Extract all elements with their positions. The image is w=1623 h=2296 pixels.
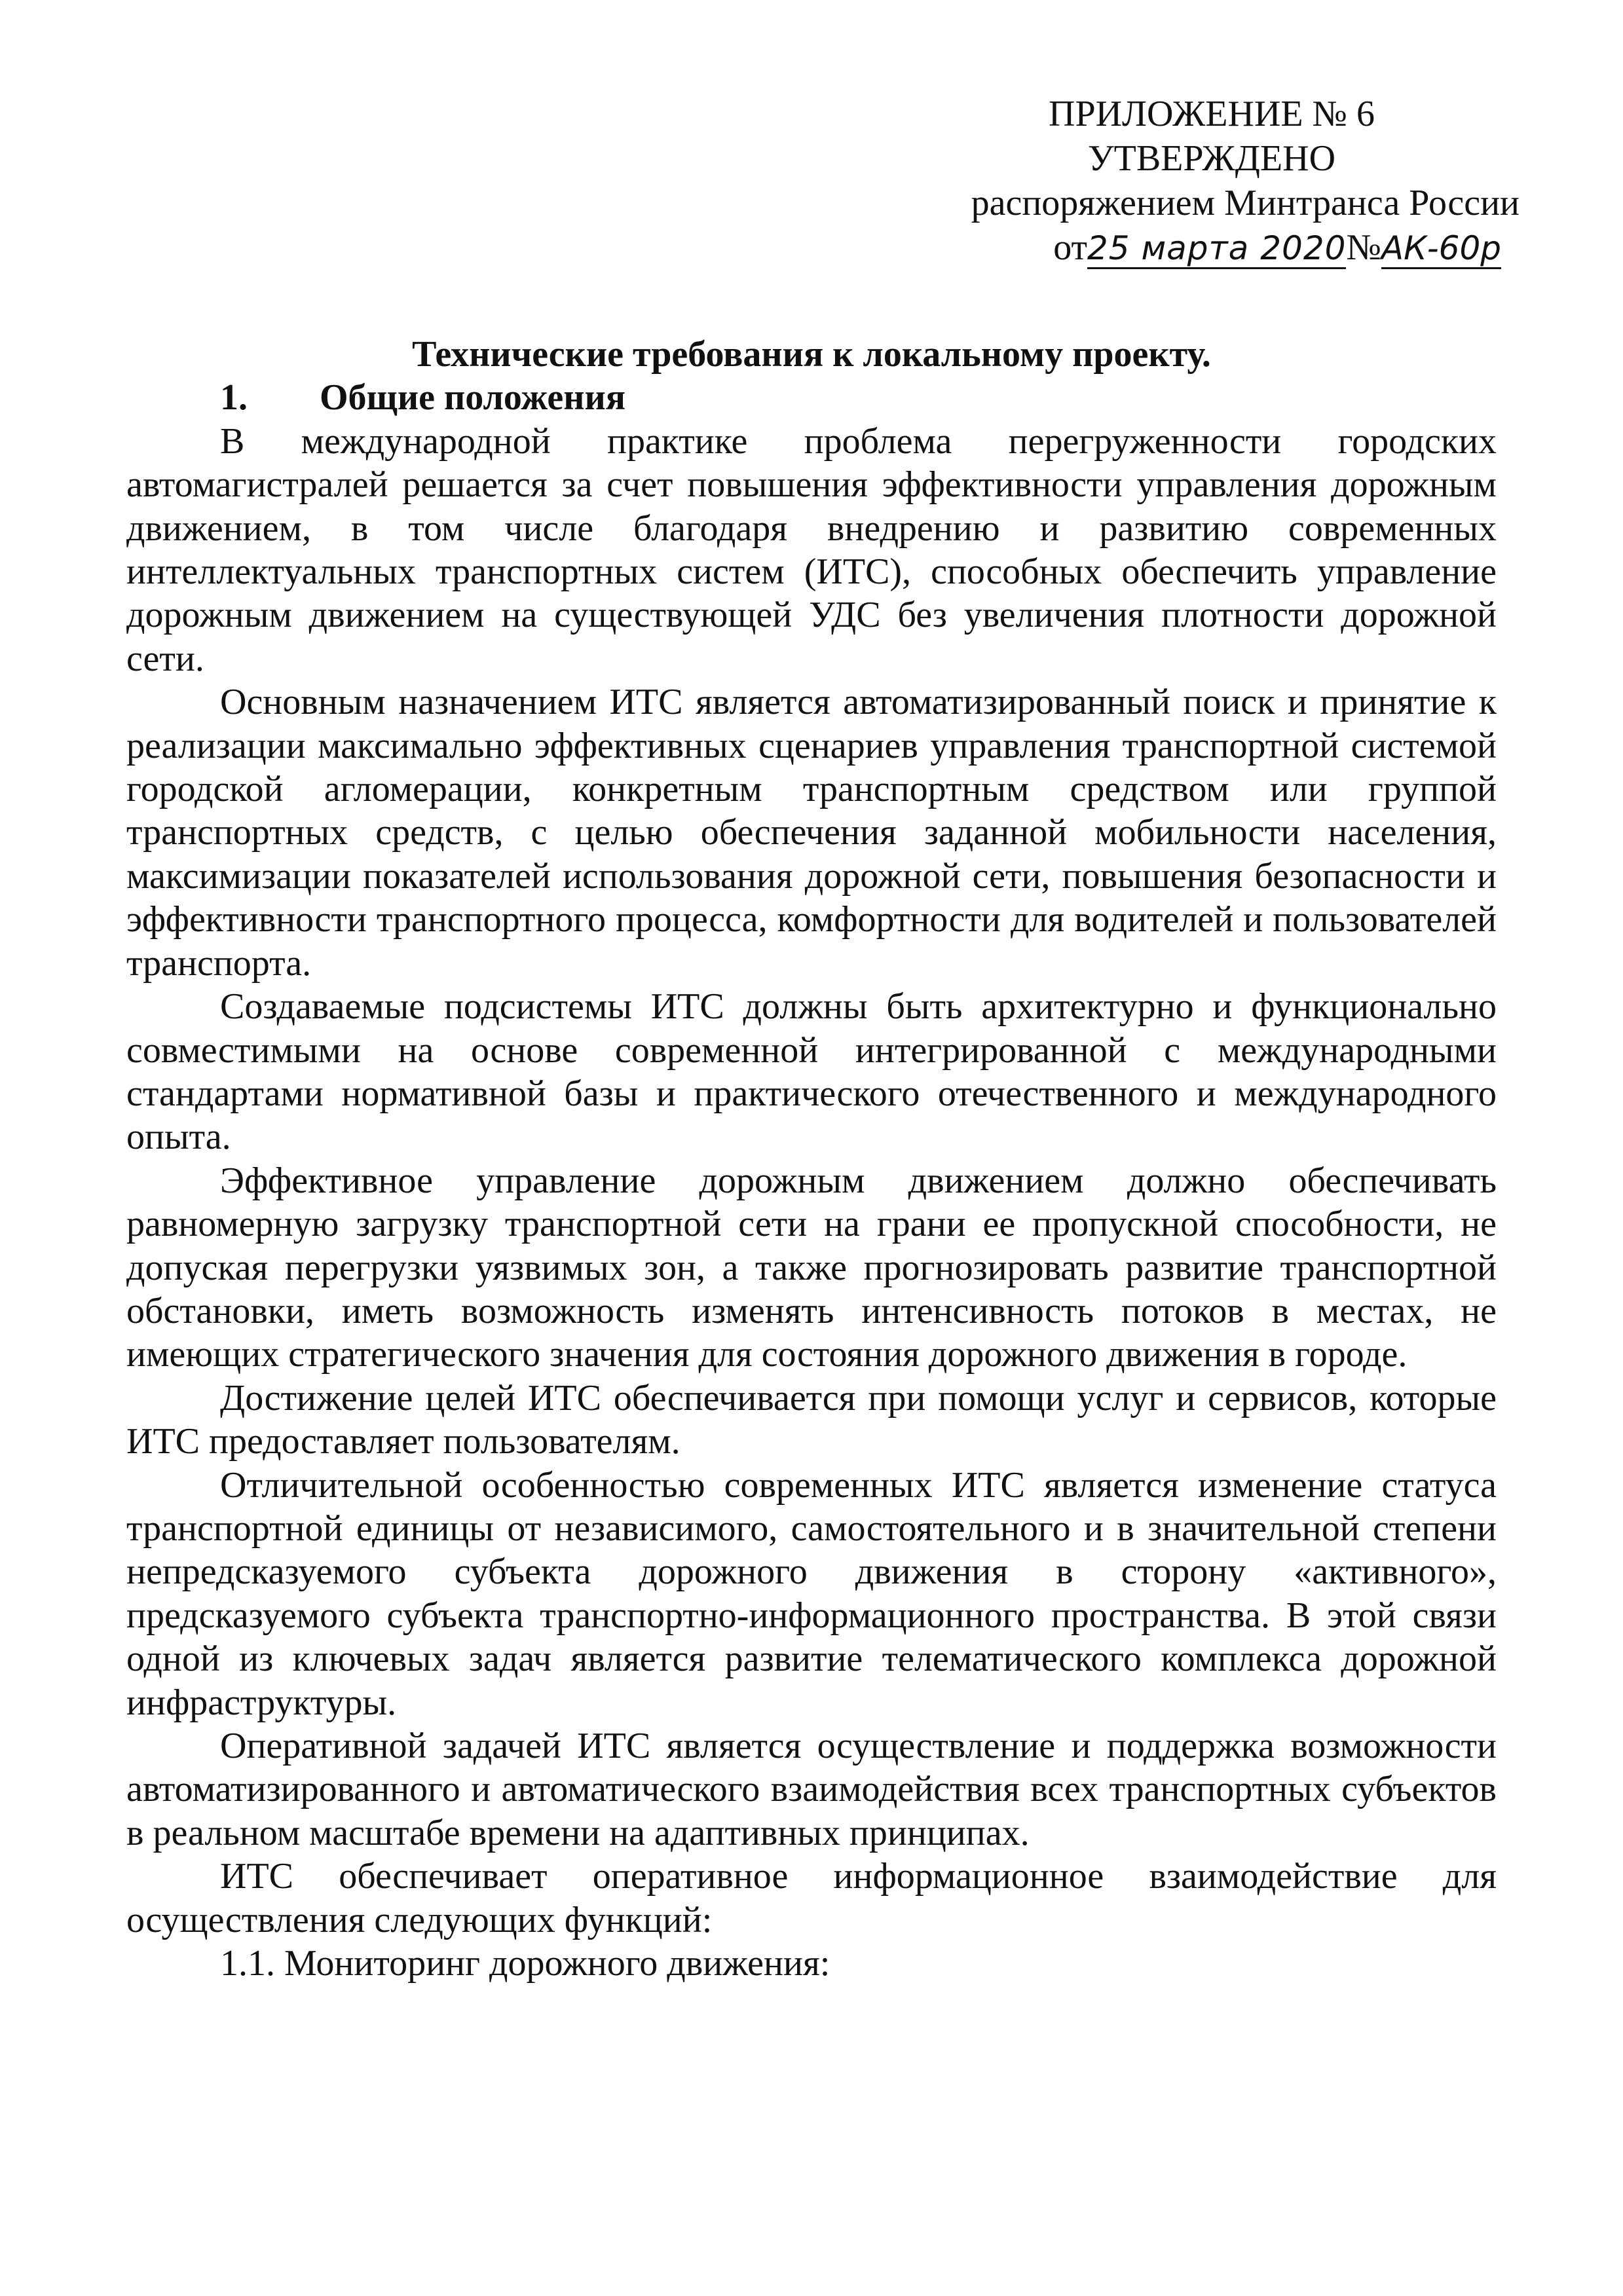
- section-heading: [126, 376, 1497, 419]
- approval-stamp-block: [904, 92, 1520, 270]
- appendix-label: ПРИЛОЖЕНИЕ № 6: [1049, 94, 1375, 134]
- section-number: 1.: [220, 377, 248, 418]
- handwritten-date: 25 марта 2020: [1087, 229, 1347, 269]
- paragraph: ИТС обеспечивает оперативное информационное взаимодействие для осуществления следующих функций:: [126, 1856, 1497, 1940]
- subsection-heading: 1.1. Мониторинг дорожного движения:: [220, 1943, 830, 1984]
- section-title: Общие положения: [320, 377, 626, 418]
- approving-authority: распоряжением Минтранса России: [971, 183, 1520, 223]
- paragraph: Оперативной задачей ИТС является осуществление и поддержка возможности автоматизированного и автоматического взаимодействия всех транспортных субъектов в реальном масштабе времени на адаптивных принципах.: [126, 1726, 1497, 1853]
- from-label: от: [1053, 227, 1087, 268]
- document-title: Технические требования к локальному проекту.: [412, 334, 1211, 375]
- paragraph: Создаваемые подсистемы ИТС должны быть архитектурно и функционально совместимыми на основе современной интегрированной с международными стандартами нормативной базы и практического отечественного и международного опыта.: [126, 986, 1497, 1158]
- paragraph: Эффективное управление дорожным движением должно обеспечивать равномерную загрузку транспортной сети на грани ее пропускной способности, не допуская перегрузки уязвимых зон, а также прогнозировать развитие транспортной обстановки, иметь возможность изменять интенсивность потоков в местах, не имеющих стратегического значения для состояния дорожного движения в городе.: [126, 1160, 1497, 1375]
- order-date-number-line: [904, 225, 1520, 270]
- paragraph: В международной практике проблема перегруженности городских автомагистралей решается за счет повышения эффективности управления дорожным движением, в том числе благодаря внедрению и развитию современных интеллектуальных транспортных систем (ИТС), способных обеспечить управление дорожным движением на существующей УДС без увеличения плотности дорожной сети.: [126, 420, 1497, 679]
- number-label: №: [1346, 227, 1381, 268]
- document-body: [126, 333, 1497, 1985]
- paragraph: Достижение целей ИТС обеспечивается при помощи услуг и сервисов, которые ИТС предоставляет пользователям.: [126, 1377, 1497, 1462]
- handwritten-order-number: АК-60р: [1381, 229, 1501, 269]
- paragraph: Отличительной особенностью современных ИТС является изменение статуса транспортной единицы от независимого, самостоятельного и в значительной степени непредсказуемого субъекта дорожного движения в сторону «активного», предсказуемого субъекта транспортно-информационного пространства. В этой связи одной из ключевых задач является развитие телематического комплекса дорожной инфраструктуры.: [126, 1464, 1497, 1723]
- paragraph: Основным назначением ИТС является автоматизированный поиск и принятие к реализации максимально эффективных сценариев управления транспортной системой городской агломерации, конкретным транспортным средством или группой транспортных средств, с целью обеспечения заданной мобильности населения, максимизации показателей использования дорожной сети, повышения безопасности и эффективности транспортного процесса, комфортности для водителей и пользователей транспорта.: [126, 682, 1497, 984]
- approved-label: УТВЕРЖДЕНО: [1087, 138, 1336, 179]
